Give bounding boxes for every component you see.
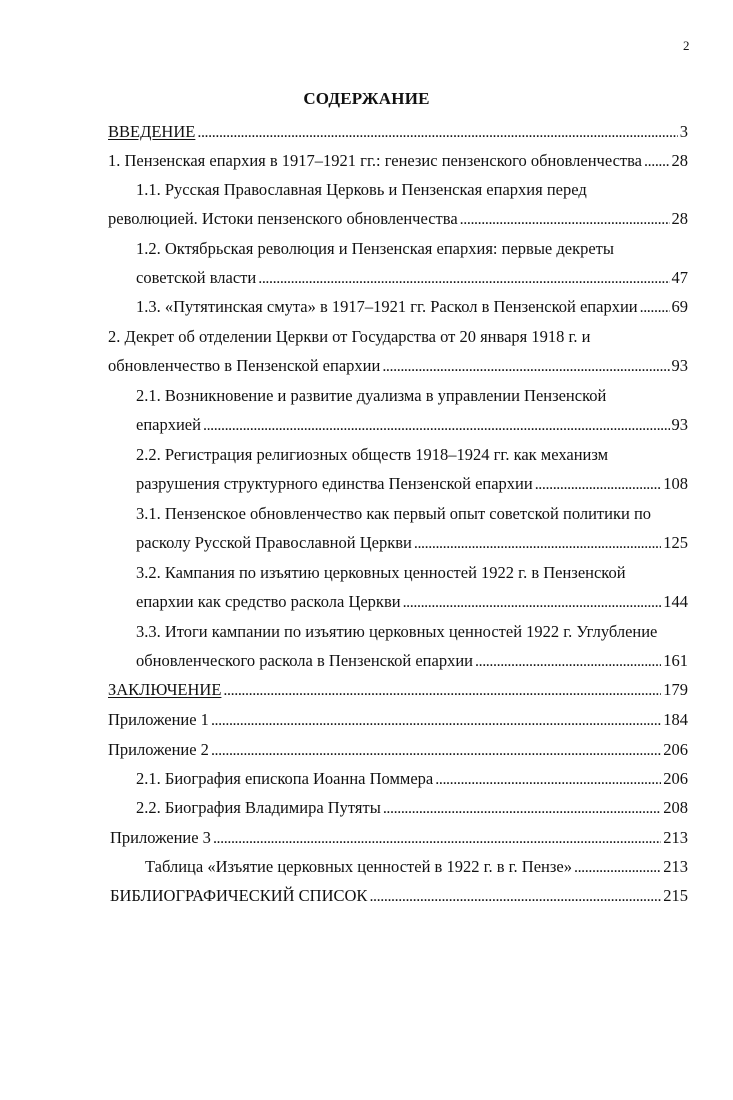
toc-entry-page: 93 [671, 415, 688, 434]
toc-entry-appendix-2-1[interactable] [136, 767, 688, 791]
toc-entry-text: советской власти [136, 268, 257, 287]
toc-entry-page: 208 [663, 798, 688, 817]
toc-leader-dots [369, 884, 661, 908]
toc-entry-page: 215 [663, 886, 688, 905]
toc-entry-text: Приложение 3 [110, 828, 211, 847]
toc-entry-page: 179 [663, 680, 688, 699]
toc-leader-dots [197, 120, 677, 144]
toc-entry-introduction[interactable] [108, 120, 688, 144]
toc-entry-appendix-1[interactable] [108, 708, 688, 732]
toc-entry-text: революцией. Истоки пензенского обновленчества [108, 209, 458, 228]
toc-entry-chapter-1[interactable] [108, 149, 688, 173]
toc-entry-text: Приложение 1 [108, 710, 209, 729]
toc-leader-dots [460, 207, 670, 231]
toc-leader-dots [383, 796, 661, 820]
toc-entry-page: 93 [671, 356, 688, 375]
page-number: 2 [683, 38, 690, 53]
toc-entry-text: обновленчество в Пензенской епархии [108, 356, 381, 375]
toc-title: СОДЕРЖАНИЕ [303, 89, 430, 108]
toc-entry-section-2-2-line1: 2.2. Регистрация религиозных обществ 1918–1924 гг. как механизм [136, 445, 609, 464]
toc-entry-text: расколу Русской Православной Церкви [136, 533, 412, 552]
toc-entry-page: 28 [671, 209, 688, 228]
toc-entry-section-3-1[interactable] [136, 531, 688, 555]
toc-entry-text: обновленческого раскола в Пензенской епархии [136, 651, 473, 670]
toc-entry-section-3-3-line1: 3.3. Итоги кампании по изъятию церковных ценностей 1922 г. Углубление [136, 622, 658, 641]
toc-entry-chapter-2-line1: 2. Декрет об отделении Церкви от Государства от 20 января 1918 г. и [108, 327, 591, 346]
toc-entry-section-1-2[interactable] [136, 266, 688, 290]
toc-leader-dots [382, 354, 669, 378]
toc-entry-text: 2.2. Биография Владимира Путяты [136, 798, 381, 817]
toc-entry-section-2-2[interactable] [136, 472, 688, 496]
toc-entry-text: БИБЛИОГРАФИЧЕСКИЙ СПИСОК [110, 886, 368, 905]
toc-leader-dots [475, 649, 661, 673]
toc-entry-section-3-2[interactable] [136, 590, 688, 614]
toc-entry-conclusion[interactable] [108, 678, 688, 702]
toc-entry-text: разрушения структурного единства Пензенской епархии [136, 474, 533, 493]
toc-entry-text: ВВЕДЕНИЕ [108, 122, 196, 141]
toc-entry-page: 108 [663, 474, 688, 493]
toc-entry-appendix-3-table[interactable] [145, 855, 688, 879]
toc-entry-text: 1. Пензенская епархия в 1917–1921 гг.: генезис пензенского обновленчества [108, 151, 643, 170]
toc-entry-page: 47 [671, 268, 688, 287]
toc-entry-section-3-2-line1: 3.2. Кампания по изъятию церковных ценностей 1922 г. в Пензенской [136, 563, 626, 582]
toc-leader-dots [640, 295, 670, 319]
toc-entry-text: епархией [136, 415, 201, 434]
toc-entry-text: епархии как средство раскола Церкви [136, 592, 401, 611]
toc-entry-bibliography[interactable] [110, 884, 688, 908]
toc-entry-page: 69 [671, 297, 688, 316]
toc-leader-dots [211, 738, 661, 762]
toc-entry-appendix-2[interactable] [108, 738, 688, 762]
toc-entry-section-1-3[interactable] [136, 295, 688, 319]
toc-entry-section-3-1-line1: 3.1. Пензенское обновленчество как первый опыт советской политики по [136, 504, 652, 523]
toc-entry-text: Таблица «Изъятие церковных ценностей в 1922 г. в г. Пензе» [145, 857, 572, 876]
toc-entry-text: ЗАКЛЮЧЕНИЕ [108, 680, 222, 699]
toc-leader-dots [403, 590, 662, 614]
toc-leader-dots [435, 767, 661, 791]
toc-leader-dots [203, 413, 670, 437]
toc-entry-page: 206 [663, 769, 688, 788]
toc-entry-section-3-3[interactable] [136, 649, 688, 673]
toc-entry-section-2-1-line1: 2.1. Возникновение и развитие дуализма в управлении Пензенской [136, 386, 607, 405]
toc-leader-dots [258, 266, 669, 290]
toc-entry-section-1-2-line1: 1.2. Октябрьская революция и Пензенская епархия: первые декреты [136, 239, 614, 258]
toc-leader-dots [644, 149, 669, 173]
toc-leader-dots [414, 531, 661, 555]
toc-entry-text: 2.1. Биография епископа Иоанна Поммера [136, 769, 434, 788]
toc-entry-page: 213 [663, 828, 688, 847]
toc-leader-dots [223, 678, 661, 702]
toc-entry-appendix-3[interactable] [110, 826, 688, 850]
toc-leader-dots [211, 708, 661, 732]
toc-entry-page: 144 [663, 592, 688, 611]
toc-leader-dots [213, 826, 661, 850]
toc-entry-appendix-2-2[interactable] [136, 796, 688, 820]
toc-entry-section-1-1[interactable] [108, 207, 688, 231]
toc-entry-chapter-2[interactable] [108, 354, 688, 378]
toc-entry-page: 184 [663, 710, 688, 729]
toc-entry-page: 125 [663, 533, 688, 552]
toc-entry-section-2-1[interactable] [136, 413, 688, 437]
toc-leader-dots [535, 472, 662, 496]
toc-entry-page: 206 [663, 740, 688, 759]
toc-entry-page: 213 [663, 857, 688, 876]
toc-entry-section-1-1-line1: 1.1. Русская Православная Церковь и Пензенская епархия перед [136, 180, 587, 199]
toc-entry-page: 28 [671, 151, 688, 170]
toc-entry-text: 1.3. «Путятинская смута» в 1917–1921 гг. Раскол в Пензенской епархии [136, 297, 638, 316]
toc-entry-page: 3 [679, 122, 688, 141]
toc-leader-dots [574, 855, 661, 879]
toc-entry-page: 161 [663, 651, 688, 670]
toc-entry-text: Приложение 2 [108, 740, 209, 759]
